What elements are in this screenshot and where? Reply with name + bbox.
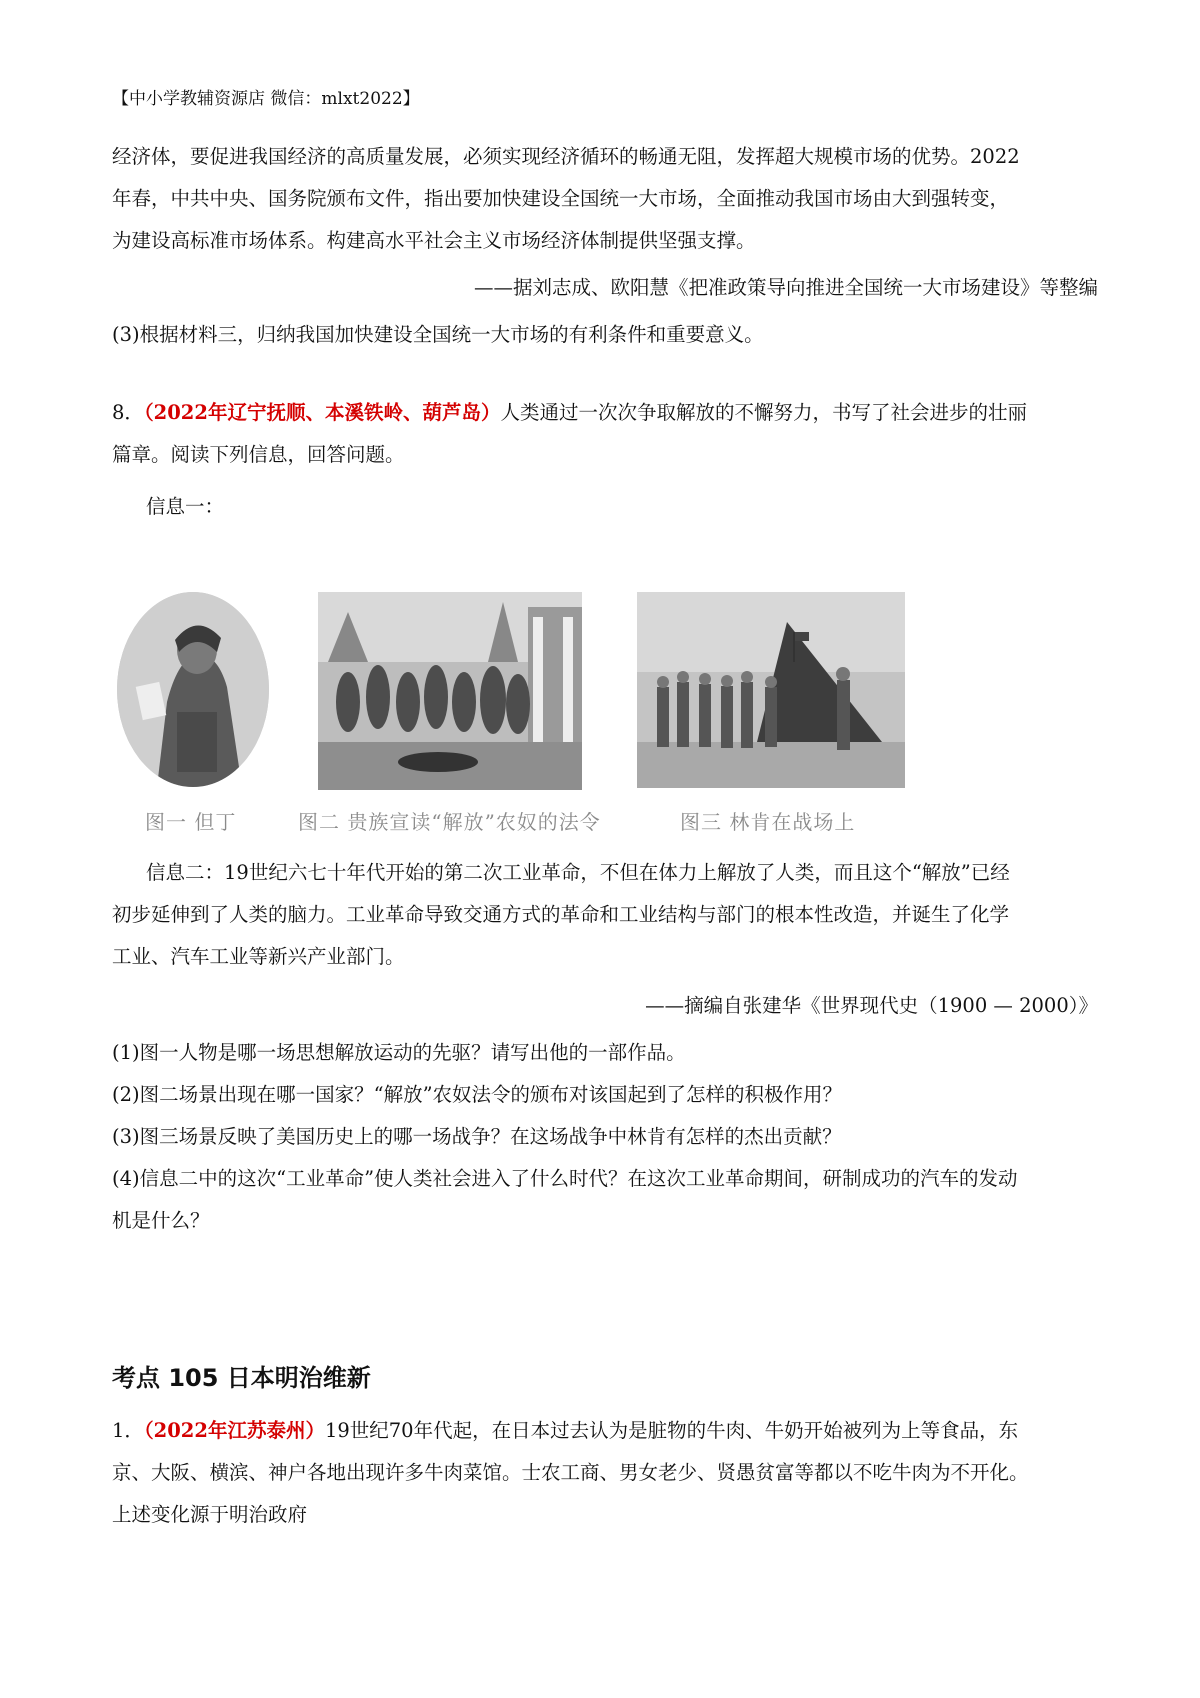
info1-label: 信息一： [146, 495, 225, 518]
question-3: (3)根据材料三，归纳我国加快建设全国统一大市场的有利条件和重要意义。 [112, 323, 764, 346]
info2-line-3: 工业、汽车工业等新兴产业部门。 [112, 945, 405, 968]
q8-question-2: (2)图二场景出现在哪一国家？“解放”农奴法令的颁布对该国起到了怎样的积极作用？ [112, 1083, 843, 1106]
q8-source-tag: （2022年辽宁抚顺、本溪铁岭、葫芦岛） [143, 401, 501, 424]
material3-line-1: 经济体，要促进我国经济的高质量发展，必须实现经济循环的畅通无阻，发挥超大规模市场的优势。2022 [112, 145, 1020, 168]
material3-source: ——据刘志成、欧阳慧《把准政策导向推进全国统一大市场建设》等整编 [473, 276, 1098, 299]
q1-line-3: 上述变化源于明治政府 [112, 1503, 308, 1526]
q1-line-2: 京、大阪、横滨、神户各地出现许多牛肉菜馆。士农工商、男女老少、贤愚贫富等都以不吃牛肉为不开化。 [112, 1461, 1029, 1484]
lincoln-battlefield-image [637, 592, 905, 788]
info2-source: ——摘编自张建华《世界现代史（1900 — 2000）》 [645, 994, 1098, 1017]
q8-question-1: (1)图一人物是哪一场思想解放运动的先驱？请写出他的一部作品。 [112, 1041, 686, 1064]
page-header: 【中小学教辅资源店 微信：mlxt2022】 [112, 89, 420, 109]
q1-text: 19世纪70年代起，在日本过去认为是脏物的牛肉、牛奶开始被列为上等食品，东 [324, 1419, 1019, 1442]
q1-number: 1． [112, 1419, 144, 1442]
figure-emancipation-decree [318, 592, 582, 790]
q8-question-3: (3)图三场景反映了美国历史上的哪一场战争？在这场战争中林肯有怎样的杰出贡献？ [112, 1125, 842, 1148]
info2-line-2: 初步延伸到了人类的脑力。工业革命导致交通方式的革命和工业结构与部门的根本性改造，并诞生了化学 [112, 903, 1010, 926]
material3-line-2: 年春，中共中央、国务院颁布文件，指出要加快建设全国统一大市场，全面推动我国市场由大到强转变， [112, 187, 1010, 210]
q1-source-tag: （2022年江苏泰州） [143, 1419, 325, 1442]
figure-2-caption: 图二 贵族宣读“解放”农奴的法令 [298, 810, 601, 834]
dante-portrait-image [117, 592, 269, 787]
q1-line-1 [112, 1412, 1097, 1450]
q8-number: 8． [112, 401, 144, 424]
figure-3-caption: 图三 林肯在战场上 [680, 810, 856, 834]
emancipation-scene-image [318, 592, 582, 790]
q8-question-4: (4)信息二中的这次“工业革命”使人类社会进入了什么时代？在这次工业革命期间，研制成功的汽车的发动 [112, 1167, 1018, 1190]
q8-question-4-cont: 机是什么？ [112, 1209, 210, 1232]
q8-intro: 人类通过一次次争取解放的不懈努力，书写了社会进步的壮丽 [500, 401, 1027, 424]
info2-line-1: 信息二：19世纪六七十年代开始的第二次工业革命，不但在体力上解放了人类，而且这个“解放”已经 [146, 861, 1010, 884]
section-heading: 考点 105 日本明治维新 [112, 1364, 371, 1392]
q8-line-2: 篇章。阅读下列信息，回答问题。 [112, 443, 405, 466]
figure-1-caption: 图一 但丁 [145, 810, 237, 834]
figure-dante-portrait [117, 592, 269, 787]
q8-line-1 [112, 394, 1097, 432]
material3-line-3: 为建设高标准市场体系。构建高水平社会主义市场经济体制提供坚强支撑。 [112, 229, 756, 252]
figure-lincoln-battlefield [637, 592, 905, 788]
